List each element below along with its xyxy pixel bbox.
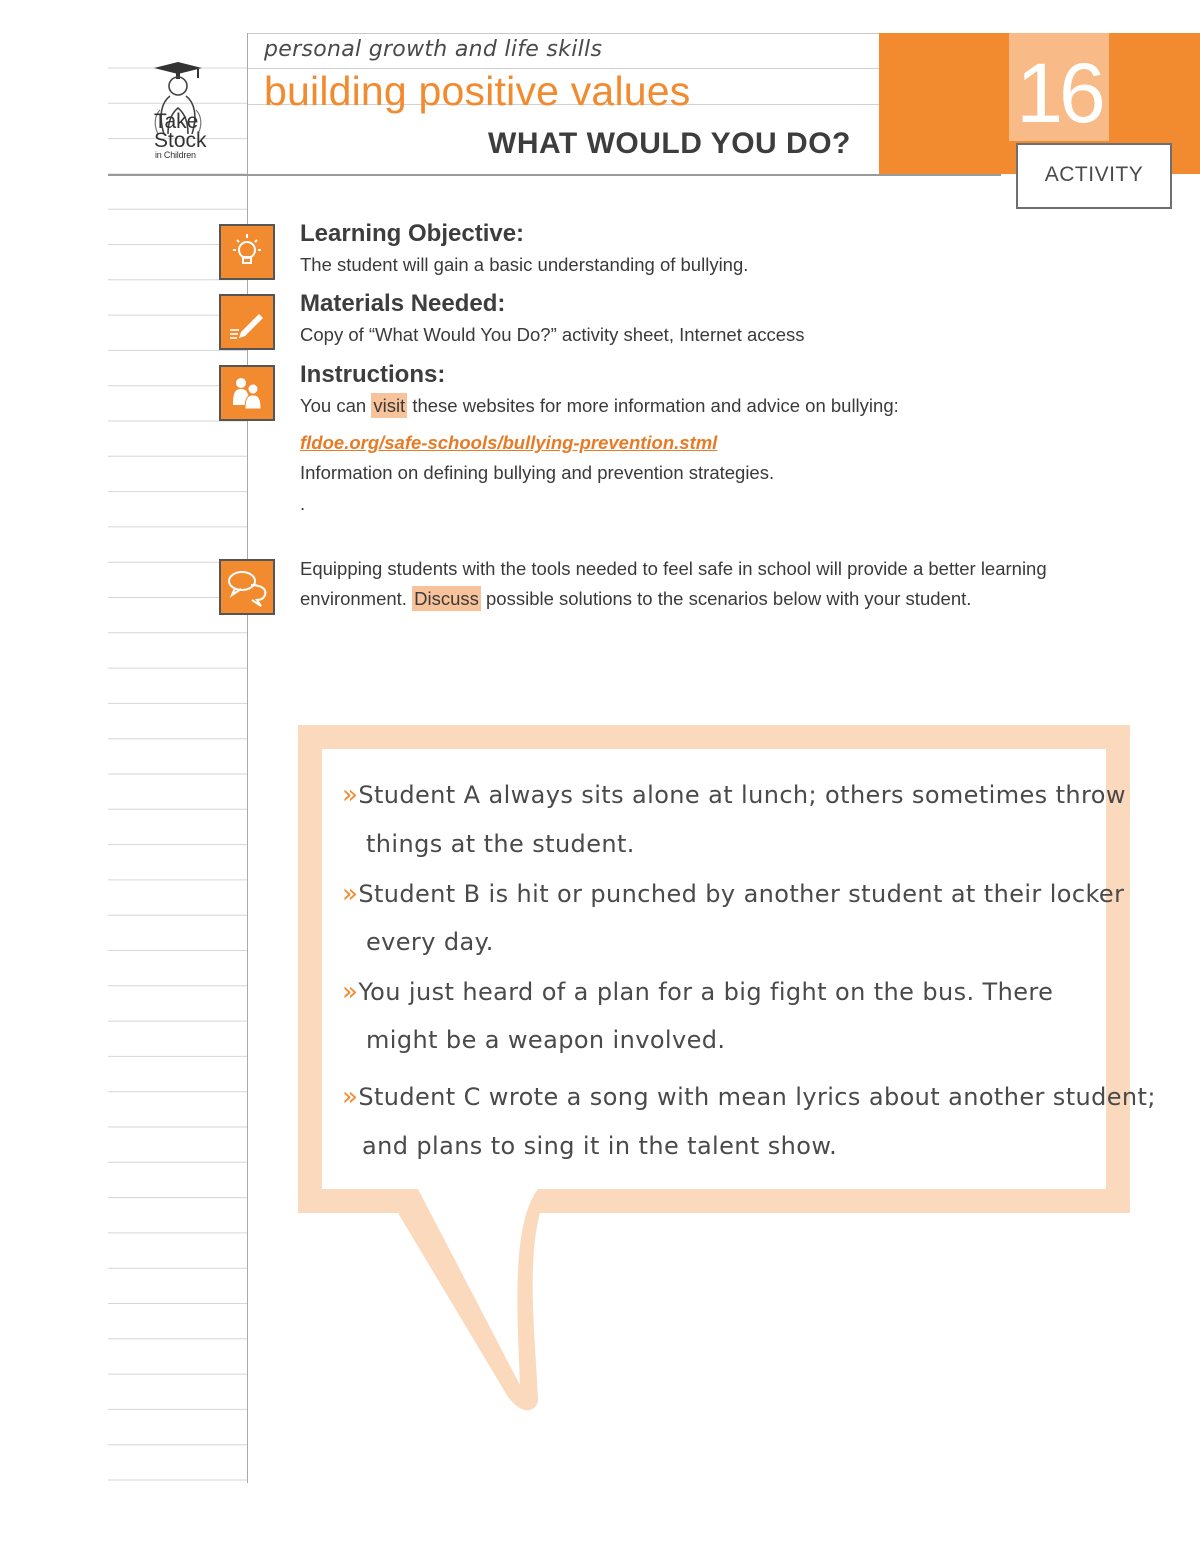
- scenario-text: things at the student.: [366, 830, 635, 858]
- instructions-text-part: these websites for more information and advice on bullying:: [412, 395, 899, 416]
- materials-heading: Materials Needed:: [300, 290, 506, 317]
- discussion-text-line1: Equipping students with the tools needed to feel safe in school will provide a better learning: [300, 558, 1047, 579]
- link-description: Information on defining bullying and prevention strategies.: [300, 462, 775, 483]
- activity-title: WHAT WOULD YOU DO?: [488, 127, 851, 160]
- topic-title: building positive values: [264, 68, 691, 114]
- chevron-bullet-icon: »: [342, 879, 359, 909]
- logo-text: Take: [154, 110, 199, 133]
- chevron-bullet-icon: »: [342, 780, 359, 810]
- scenario-text: Student C wrote a song with mean lyrics about another student;: [358, 1083, 1156, 1111]
- activity-number: 16: [1016, 46, 1102, 140]
- chevron-bullet-icon: »: [342, 1082, 359, 1112]
- highlight-discuss: Discuss: [414, 588, 479, 609]
- scenario-item: [342, 780, 1126, 810]
- header-top-rule: [248, 33, 879, 34]
- instructions-heading: Instructions:: [300, 361, 446, 388]
- scenario-item: [342, 879, 1124, 909]
- bullying-prevention-link[interactable]: fldoe.org/safe-schools/bullying-prevention.stml: [300, 432, 718, 453]
- people-icon: [219, 365, 275, 421]
- speech-bubbles-icon: [219, 559, 275, 615]
- discussion-text-part: possible solutions to the scenarios below with your student.: [486, 588, 972, 609]
- series-title: personal growth and life skills: [264, 37, 603, 62]
- scenario-text: and plans to sing it in the talent show.: [362, 1132, 838, 1160]
- discussion-text-line2: [300, 588, 971, 610]
- instructions-text-part: You can: [300, 395, 367, 416]
- scenario-item: [342, 977, 1053, 1007]
- highlight-visit: visit: [373, 395, 406, 416]
- instructions-text: [300, 395, 899, 417]
- objective-text: The student will gain a basic understanding of bullying.: [300, 254, 749, 275]
- scenario-item: [342, 1082, 1156, 1112]
- logo-text: Stock: [154, 129, 207, 152]
- scenario-text: Student B is hit or punched by another student at their locker: [358, 880, 1125, 908]
- scenario-text: might be a weapon involved.: [366, 1026, 726, 1054]
- scenario-text: every day.: [366, 928, 494, 956]
- logo-subtext: in Children: [155, 150, 196, 160]
- materials-text: Copy of “What Would You Do?” activity sheet, Internet access: [300, 324, 805, 345]
- header-bottom-rule: [108, 174, 1001, 176]
- speech-bubble: [298, 725, 1132, 1415]
- chevron-bullet-icon: »: [342, 977, 359, 1007]
- scenario-text: Student A always sits alone at lunch; others sometimes throw: [358, 781, 1126, 809]
- scenario-text: You just heard of a plan for a big fight on the bus. There: [358, 978, 1054, 1006]
- discussion-text-part: environment.: [300, 588, 407, 609]
- pencil-icon: [219, 294, 275, 350]
- lightbulb-icon: [219, 224, 275, 280]
- objective-heading: Learning Objective:: [300, 220, 525, 247]
- stray-dot: .: [300, 493, 306, 514]
- activity-label: ACTIVITY: [1044, 163, 1144, 186]
